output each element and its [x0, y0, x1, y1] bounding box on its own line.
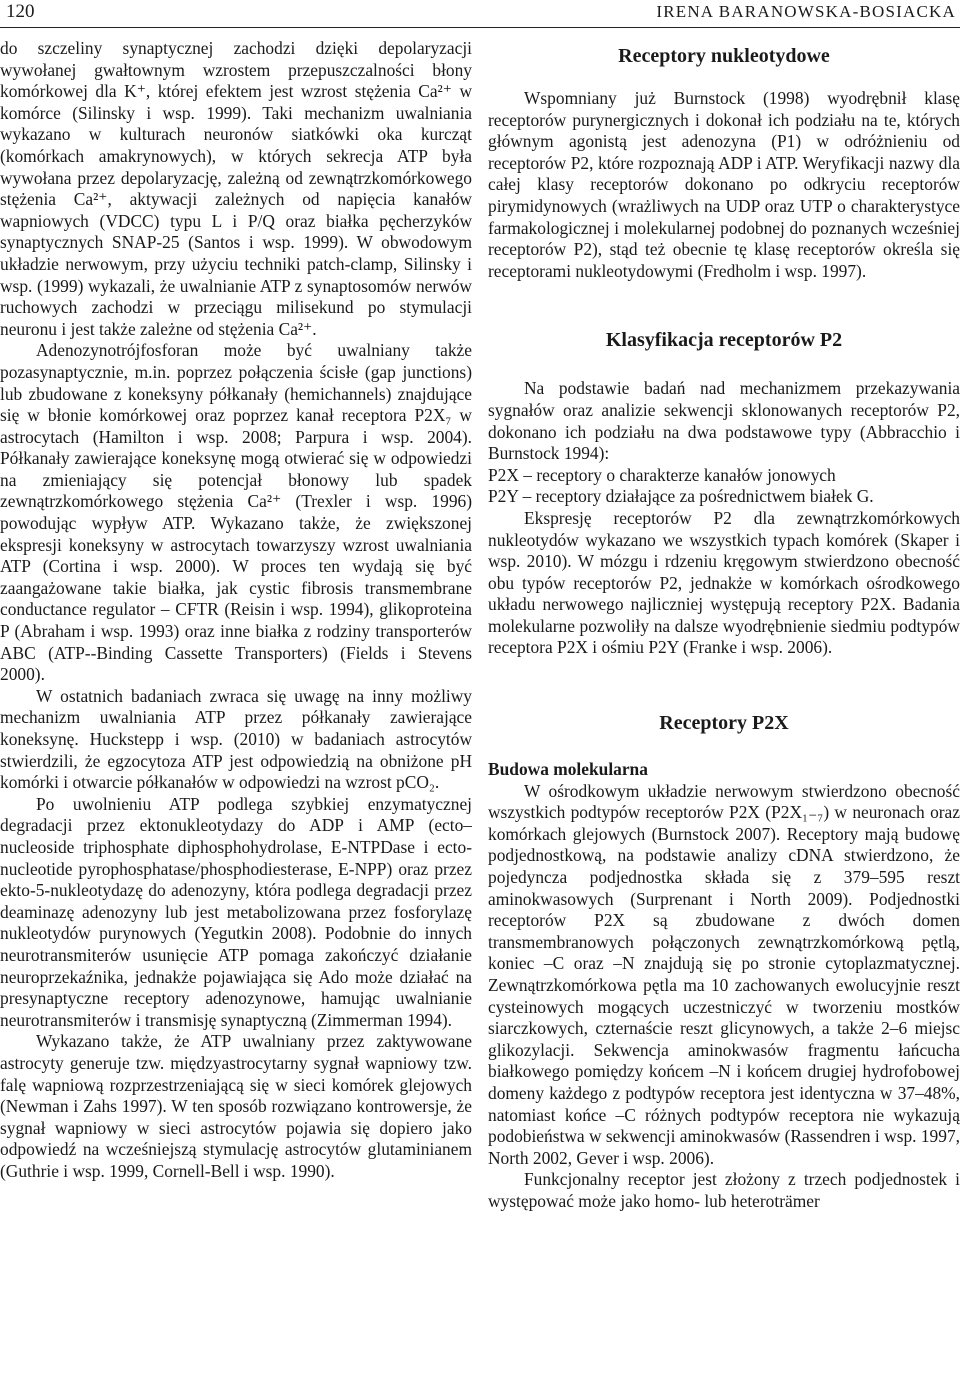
right-paragraph-1: Wspomniany już Burnstock (1998) wyodrębnił klasę receptorów purynergicznych i dokonał ich podziału na te, których głównym agonistą jest adenozyna (P1) w odróżnieniu od receptorów P2, które rozpoznają ADP i ATP. Weryfikacji nazwy dla całej klasy receptorów dokonano po odkryciu receptorów pirymidynowych (wrażliwych na UDP oraz UTP o charakterystyce farmakologicznej i molekularnej podobnej do poznanych wcześniej receptorów P2), stąd też obecnie tę klasę receptorów określa się receptorami nukleotydowymi (Fredholm i wsp. 1997). — [488, 88, 960, 281]
right-paragraph-3: Ekspresję receptorów P2 dla zewnątrzkomórkowych nukleotydów wykazano we wszystkich typach komórek (Skaper i wsp. 2010). W mózgu i rdzeniu kręgowym stwierdzono obecność obu typów receptorów P2, jednakże w komórkach ośrodkowego układu nerwowego najliczniej występują receptory P2X. Badania molekularne pozwoliły na dalsze wyodrębnienie siedmiu podtypów receptora P2X i ośmiu P2Y (Franke i wsp. 2006). — [488, 507, 960, 658]
right-paragraph-4: W ośrodkowym układzie nerwowym stwierdzono obecność wszystkich podtypów receptorów P2X (P2X₁₋₇) w neuronach oraz komórkach glejowych (Burnstock 2007). Receptory mają budowę podjednostkową, na podstawie analizy cDNA stwierdzono, że pojedyncza podjednostka składa się z 379–595 reszt aminokwasowych (Surprenant i North 2009). Podjednostki receptorów P2X są zbudowane z dwóch domen transmembranowych połączonych zewnątrzkomórkową pętlą, koniec –C oraz –N znajdują się po stronie cytoplazmatycznej. Zewnątrzkomórkowa pętla ma 10 zachowanych ewolucyjnie reszt cysteinowych mogących uczestniczyć w tworzeniu mostków siarczkowych, czternaście reszt glicynowych, a także 2–6 miejsc glikozylacji. Sekwencja aminokwasów fragmentu łańcucha białkowego pomiędzy końcem –N i końcem drugiej hydrofobowej domeny każdego z podtypów receptora jest identyczna w 37–48%, natomiast końce –C różnych podtypów receptora nie wykazują podobieństwa w sekwencji aminokwasów (Rassendren i wsp. 1997, North 2002, Gever i wsp. 2006). — [488, 780, 960, 1168]
left-paragraph-3: W ostatnich badaniach zwraca się uwagę na inny możliwy mechanizm uwalniania ATP przez półkanały zawierające koneksynę. Huckstepp i wsp. (2010) w badaniach astrocytów stwierdzili, że egzocytoza ATP jest odpowiedzią na obniżone pH komórki i otwarcie półkanałów w odpowiedzi na wzrost pCO₂. — [0, 685, 472, 793]
p2y-definition: P2Y – receptory działające za pośrednictwem białek G. — [488, 486, 874, 507]
running-head: IRENA BARANOWSKA-BOSIACKA — [656, 2, 956, 21]
left-paragraph-1: do szczeliny synaptycznej zachodzi dzięki depolaryzacji wywołanej gwałtownym wzrostem przepuszczalności błony komórkowej dla K⁺, której efektem jest wzrost stężenia Ca²⁺ w komórce (Silinsky i wsp. 1999). Taki mechanizm uwalniania wykazano w kulturach neuronów siatkówki oka kurcząt (komórkach amakrynowych), w których sekrecja ATP była wywołana przez depolaryzację, zależną od zewnątrzkomórkowego stężenia Ca²⁺, aktywacji zależnych od napięcia kanałów wapniowych (VDCC) typu L i P/Q oraz białka pęcherzyków synaptycznych SNAP-25 (Santos i wsp. 1999). W obwodowym układzie nerwowym, przy użyciu techniki patch-clamp, Silinsky i wsp. (1999) wykazali, że uwalnianie ATP z synaptosomów nerwów ruchowych zachodzi w przeciągu milisekund po stymulacji neuronu i jest także zależne od stężenia Ca²⁺. — [0, 38, 472, 339]
right-paragraph-2: Na podstawie badań nad mechanizmem przekazywania sygnałów oraz analizie sekwencji sklonowanych receptorów P2, dokonano ich podziału na dwa podstawowe typy (Abbracchio i Burnstock 1994): — [488, 378, 960, 464]
section-heading-p2x-receptors: Receptory P2X — [659, 712, 789, 735]
left-column — [0, 38, 472, 1388]
right-paragraph-5: Funkcjonalny receptor jest złożony z trzech podjednostek i występować może jako homo- lub heteroträmer — [488, 1169, 960, 1211]
right-column — [488, 38, 960, 1388]
section-heading-p2-classification: Klasyfikacja receptorów P2 — [605, 329, 843, 352]
left-paragraph-5: Wykazano także, że ATP uwalniany przez zaktywowane astrocyty generuje tzw. międzyastrocytarny sygnał wapniowy tzw. falę wapniową rozprzestrzeniającą się w sieci komórek glejowych (Newman i Zahs 1997). W ten sposób rozwiązano kontrowersje, że sygnał wapniowy w sieci astrocytów pojawia się dopiero jako odpowiedź na wcześniejszą stymulację astrocytów glutaminianem (Guthrie i wsp. 1999, Cornell-Bell i wsp. 1990). — [0, 1031, 472, 1181]
page-header — [0, 0, 960, 28]
subheading-molecular-structure: Budowa molekularna — [488, 759, 648, 780]
page-number: 120 — [6, 1, 35, 22]
left-paragraph-4: Po uwolnieniu ATP podlega szybkiej enzymatycznej degradacji przez ektonukleotydazy do ADP i AMP (ecto–nucleoside triphosphate diphosphohydrolase, E-NTPDase i ecto-nucleotide pyrophosphatase/phosphodiesterase, E-NPP) oraz przez ekto-5-nukleotydazę do adenozyny, która podlega degradacji przez deaminazę adenozyny lub jest metabolizowana przez fosforylazę nukleotydów purynowych (Yegutkin 2008). Podobnie do innych neurotransmiterów usunięcie ATP pomaga zakończyć działanie neuroprzekaźnika, jednakże pojawiająca się Ado może działać na presynaptyczne receptory adenozynowe, hamując uwalnianie neurotransmiterów i transmisję synaptyczną (Zimmerman 1994). — [0, 793, 472, 1030]
section-heading-nucleotide-receptors: Receptory nukleotydowe — [618, 45, 830, 67]
left-paragraph-2: Adenozynotrójfosforan może być uwalniany także pozasynaptycznie, m.in. poprzez połączenia ścisłe (gap junctions) lub zbudowane z koneksyny półkanały (hemichannels) znajdujące się w błonie komórkowej oraz poprzez kanał receptora P2X₇ w astrocytach (Hamilton i wsp. 2008; Parpura i wsp. 2004). Półkanały zawierające koneksynę mogą otwierać się w odpowiedzi na zmieniający się potencjał błonowy lub spadek zewnątrzkomórkowego stężenia Ca²⁺ (Trexler i wsp. 1996) powodując wypływ ATP. Wykazano także, że zwiększonej ekspresji koneksyny w astrocytach towarzyszy wzrost uwalniania ATP (Cortina i wsp. 2000). W proces ten wydają się być zaangażowane takie białka, jak cystic fibrosis transmembrane conductance regulator – CFTR (Reisin i wsp. 1994), glikoproteina P (Abraham i wsp. 1993) oraz inne białka z rodziny transporterów ABC (ATP--Binding Cassette Transporters) (Fields i Stevens 2000). — [0, 340, 472, 685]
p2x-definition: P2X – receptory o charakterze kanałów jonowych — [488, 464, 836, 485]
